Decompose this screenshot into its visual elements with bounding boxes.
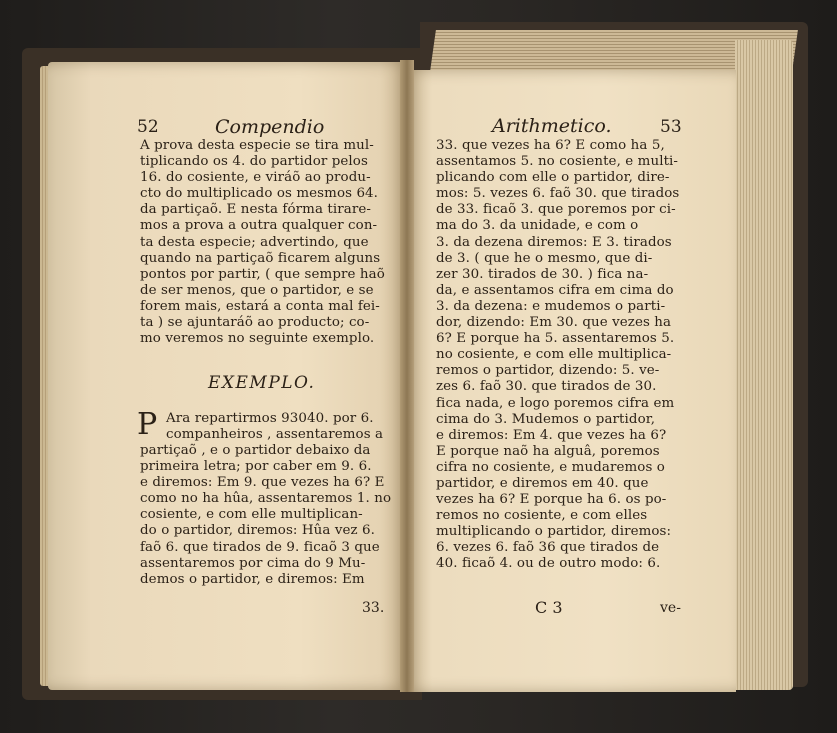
text-line: no cosiente, e com elle multiplica- [436,347,672,363]
book-gutter [400,60,414,692]
page-block-right-edges [735,40,793,690]
text-line: zer 30. tirados de 30. ) fica na- [436,266,649,282]
example-paragraph [140,443,391,588]
text-line: cto do multiplicado os mesmos 64. [140,186,379,202]
text-line: 3. da dezena: e mudemos o parti- [436,298,666,314]
text-line: plicando com elle o partidor, dire- [436,170,670,186]
text-line: vezes ha 6? E porque ha 6. os po- [436,492,667,508]
text-line: 16. do cosiente, e viráõ ao produ- [140,170,371,186]
text-line: 3. da dezena diremos: E 3. tirados [436,234,672,250]
left-running-head: Compendio [215,116,325,138]
text-line: quando na partiçaõ ficarem alguns [140,250,381,266]
example-heading: EXEMPLO. [208,373,316,393]
text-line: partiçaõ , e o partidor debaixo da [140,443,371,458]
text-line: como no ha hûa, assentaremos 1. no [140,491,392,507]
text-line: 6. vezes 6. faõ 36 que tirados de [436,540,660,556]
left-page-number: 52 [137,117,159,137]
text-line: companheiros , assentaremos a [166,427,384,443]
text-line: assentaremos por cima do 9 Mu- [140,555,366,571]
text-line: remos o partidor, dizendo: 5. ve- [436,363,660,379]
text-line: de ser menos, que o partidor, e se [140,282,374,298]
text-line: dor, dizendo: Em 30. que vezes ha [436,315,672,331]
text-line: faõ 6. que tirados de 9. ficaõ 3 que [140,539,380,555]
text-line: multiplicando o partidor, diremos: [436,524,672,540]
text-line: demos o partidor, e diremos: Em [140,571,365,587]
text-line: tiplicando os 4. do partidor pelos [140,154,368,170]
example-first-lines [166,411,383,443]
text-line: mo veremos no seguinte exemplo. [140,331,375,347]
text-line: ma do 3. da unidade, e com o [436,218,639,234]
text-line: primeira letra; por caber em 9. 6. [140,459,372,475]
text-line: partidor, e diremos em 40. que [436,475,649,491]
text-line: A prova desta especie se tira mul- [140,138,374,153]
left-paragraph [140,138,385,347]
signature-mark: C 3 [535,598,563,617]
text-line: 6? E porque ha 5. assentaremos 5. [436,331,675,347]
right-catchword: ve- [660,600,681,616]
text-line: mos: 5. vezes 6. faõ 30. que tirados [436,186,680,202]
text-line: assentamos 5. no cosiente, e multi- [436,154,679,170]
text-line: da, e assentamos cifra em cima do [436,282,674,298]
drop-cap: P [137,407,158,442]
text-line: mos a prova a outra qualquer con- [140,218,378,234]
text-line: de 33. ficaõ 3. que poremos por ci- [436,202,676,218]
text-line: do o partidor, diremos: Hûa vez 6. [140,523,376,539]
text-line: da partiçaõ. E nesta fórma tirare- [140,202,371,218]
left-catchword: 33. [362,600,385,616]
text-line: de 3. ( que he o mesmo, que di- [436,250,653,266]
text-line: e diremos: Em 4. que vezes ha 6? [436,427,667,443]
text-line: cosiente, e com elle multiplican- [140,507,363,523]
text-line: cifra no cosiente, e mudaremos o [436,459,665,475]
text-line: e diremos: Em 9. que vezes ha 6? E [140,475,385,491]
text-line: zes 6. faõ 30. que tirados de 30. [436,379,657,395]
text-line: 40. ficaõ 4. ou de outro modo: 6. [436,556,661,572]
text-line: remos no cosiente, e com elles [436,508,648,524]
text-line: pontos por partir, ( que sempre haõ [140,266,385,282]
text-line: cima do 3. Mudemos o partidor, [436,411,656,427]
text-line: E porque naõ ha alguâ, poremos [436,443,660,459]
text-line: ta ) se ajuntaráõ ao producto; co- [140,315,370,331]
text-line: fica nada, e logo poremos cifra em [436,395,675,411]
text-line: 33. que vezes ha 6? E como ha 5, [436,138,665,153]
right-page-number: 53 [660,117,682,137]
text-line: Ara repartirmos 93040. por 6. [166,411,374,426]
right-running-head: Arithmetico. [492,115,612,137]
text-line: forem mais, estará a conta mal fei- [140,298,380,314]
text-line: ta desta especie; advertindo, que [140,234,369,250]
right-paragraph [436,138,679,573]
